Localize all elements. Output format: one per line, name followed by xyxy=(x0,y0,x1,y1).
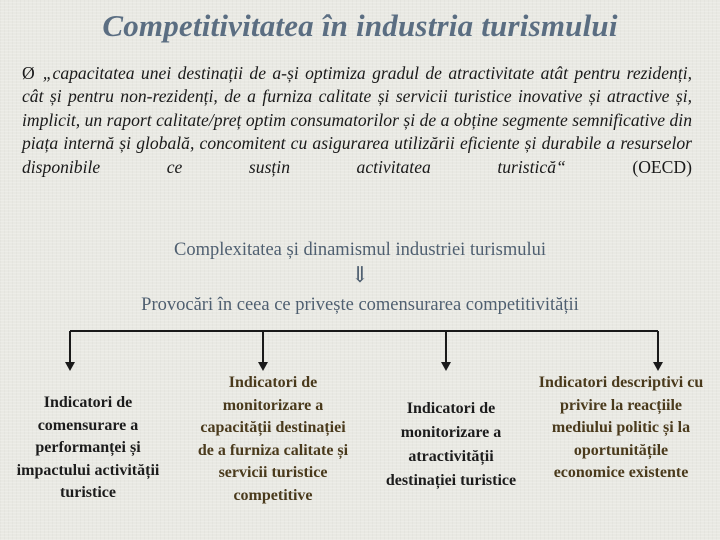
indicator-quality-capacity: Indicatori de monitorizare a capacității destinației de a furniza calitate și servicii turistice competitive xyxy=(197,374,349,504)
arrowhead-1 xyxy=(65,362,75,371)
arrowhead-3 xyxy=(441,362,451,371)
indicator-political-economic: Indicatori descriptivi cu privire la reacțiile mediului politic și la oportunitățile economice existente xyxy=(538,374,704,481)
arrowhead-4 xyxy=(653,362,663,371)
arrowhead-2 xyxy=(258,362,268,371)
challenges-line: Provocări în ceea ce privește comensurarea competitivității xyxy=(141,295,579,315)
complexity-line: Complexitatea și dinamismul industriei turismului xyxy=(173,240,547,260)
arrow-bullet-icon: Ø xyxy=(22,63,35,83)
indicator-attractiveness: Indicatori de monitorizare a atractivității destinației turistice xyxy=(385,400,517,489)
quote-source: (OECD) xyxy=(632,156,692,177)
quote-text: „capacitatea unei destinații de a-și optimiza gradul de atractivitate atât pentru rezidenți, cât și pentru non-rezidenți, de a furniza calitate și servicii turistice inovative și atractive și, implicit, un raport calitate/preț optim consumatorilor și de a obține segmente semnificative din piața internă și globală, concomitent cu asigurarea utilizării eficiente și durabile a resurselor disponibile ce susțin activitatea turistică“ xyxy=(22,63,692,177)
down-arrow-icon: ⇓ xyxy=(350,262,370,287)
indicator-performance-impact: Indicatori de comensurare a performanței și impactului activității turistice xyxy=(16,394,160,501)
slide-title: Competitivitatea în industria turismului xyxy=(102,8,618,43)
